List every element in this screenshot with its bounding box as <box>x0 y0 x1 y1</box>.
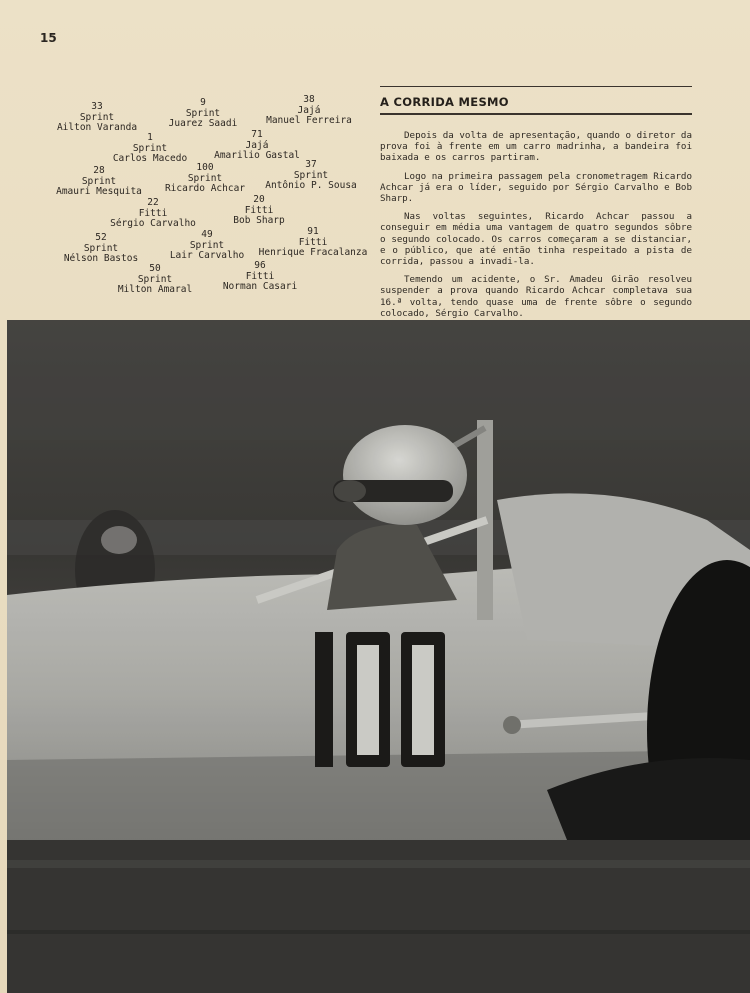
article-paragraph: Logo na primeira passagem pela cronometragem Ricardo Achcar já era o líder, seguido por Sérgio Carvalho e Bob Sharp. <box>380 170 692 205</box>
car-number: 96 <box>254 260 266 271</box>
car-make: Fitti <box>298 236 328 248</box>
car-number: 20 <box>253 194 265 205</box>
grid-entry <box>165 163 245 195</box>
car-make: Fitti <box>244 204 274 216</box>
car-number: 100 <box>196 162 214 173</box>
driver-name: Ricardo Achcar <box>164 183 246 194</box>
driver-name: Henrique Fracalanza <box>258 247 368 258</box>
car-number: 28 <box>93 165 105 176</box>
car-make: Sprint <box>83 242 119 254</box>
section-heading: A CORRIDA MESMO <box>380 95 509 109</box>
car-number: 1 <box>147 132 153 143</box>
driver-name: Sérgio Carvalho <box>110 218 196 229</box>
driver-name: Manuel Ferreira <box>266 115 352 126</box>
grid-entry <box>233 195 284 227</box>
car-number: 38 <box>303 94 315 105</box>
car-make: Sprint <box>81 175 117 187</box>
car-make: Fitti <box>138 207 168 219</box>
race-car-photo <box>7 320 750 993</box>
car-make: Jajá <box>245 139 269 151</box>
grid-entry <box>110 198 196 230</box>
driver-name: Antônio P. Sousa <box>265 180 357 191</box>
heading-rule-top <box>380 86 692 87</box>
heading-rule-bottom <box>380 113 692 115</box>
driver-name: Lair Carvalho <box>169 250 245 261</box>
grid-entry <box>56 166 142 198</box>
driver-name: Milton Amaral <box>117 284 193 295</box>
article-paragraph: Depois da volta de apresentação, quando o diretor da prova foi à frente em um carro madrinha, a bandeira foi baixada e os carros partiram. <box>380 130 692 164</box>
car-number: 91 <box>307 226 319 237</box>
page-number: 15 <box>40 31 57 45</box>
car-make: Sprint <box>137 273 173 285</box>
car-make: Jajá <box>297 104 321 116</box>
grid-entry <box>223 261 297 293</box>
driver-name: Amauri Mesquita <box>56 186 142 197</box>
driver-name: Bob Sharp <box>233 215 285 226</box>
grid-entry <box>64 233 138 265</box>
car-make: Sprint <box>189 239 225 251</box>
driver-name: Juarez Saadi <box>168 118 238 129</box>
car-make: Sprint <box>293 169 329 181</box>
grid-entry <box>265 160 357 192</box>
grid-entry <box>214 130 300 162</box>
driver-name: Carlos Macedo <box>112 153 188 164</box>
car-number: 71 <box>251 129 263 140</box>
car-make: Sprint <box>187 172 223 184</box>
driver-name: Ailton Varanda <box>56 122 138 133</box>
car-make: Sprint <box>79 111 115 123</box>
grid-entry <box>259 227 368 259</box>
article-paragraph: Temendo um acidente, o Sr. Amadeu Girão resolveu suspender a prova quando Ricardo Achcar completava sua 16.ª volta, tendo quase uma de frente sôbre o segundo colocado, Sérgio Carvalho. <box>380 274 692 319</box>
car-number: 50 <box>149 263 161 274</box>
grid-entry <box>57 102 137 134</box>
car-make: Sprint <box>132 142 168 154</box>
car-number: 22 <box>147 197 159 208</box>
grid-entry <box>266 95 352 127</box>
article-column <box>380 86 692 326</box>
car-number: 37 <box>305 159 317 170</box>
car-number: 9 <box>200 97 206 108</box>
driver-name: Nélson Bastos <box>63 253 139 264</box>
car-number: 33 <box>91 101 103 112</box>
grid-entry <box>118 264 192 296</box>
car-make: Sprint <box>185 107 221 119</box>
driver-name: Norman Casari <box>222 281 298 292</box>
article-paragraph: Nas voltas seguintes, Ricardo Achcar passou a conseguir em média uma vantagem de quatro segundos sôbre o segundo colocado. Os carros começaram a se distanciar, e o público, que até então tinha respeitado a pista de corrida, passou a invadi-la. <box>380 211 692 268</box>
grid-entry <box>170 230 244 262</box>
car-make: Fitti <box>245 270 275 282</box>
car-number: 49 <box>201 229 213 240</box>
driver-name: Amarilio Gastal <box>214 150 300 161</box>
grid-entry <box>113 133 187 165</box>
grid-entry <box>169 98 238 130</box>
car-number: 52 <box>95 232 107 243</box>
